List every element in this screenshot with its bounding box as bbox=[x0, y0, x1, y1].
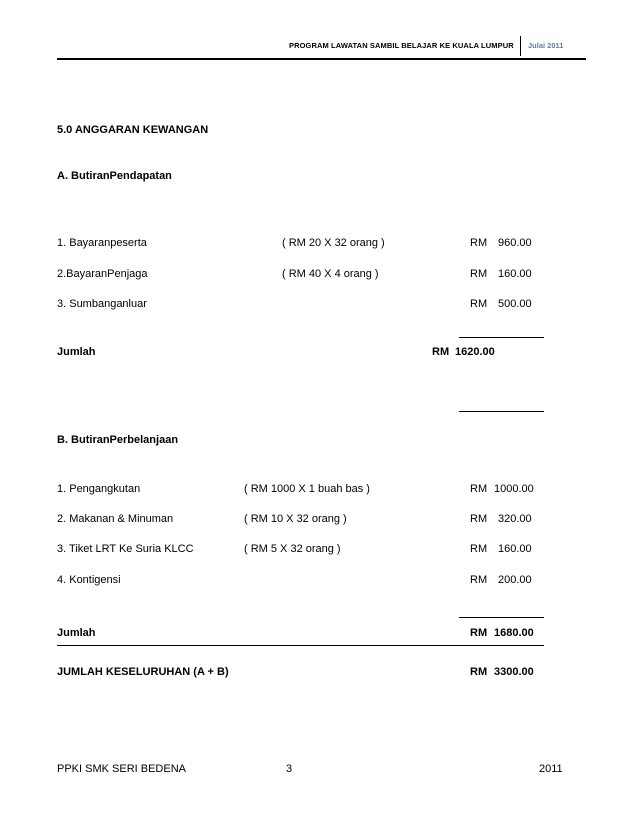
expense-item-currency: RM bbox=[470, 483, 488, 495]
income-subtotal-line bbox=[459, 337, 544, 338]
expense-item-label: 1. Pengangkutan bbox=[57, 483, 141, 495]
expense-item-currency: RM bbox=[470, 543, 488, 555]
income-total-label: Jumlah bbox=[57, 346, 96, 358]
expense-total-label: Jumlah bbox=[57, 627, 96, 639]
expense-item-label: 3. Tiket LRT Ke Suria KLCC bbox=[57, 543, 194, 555]
expense-total-amount: 1680.00 bbox=[494, 627, 534, 639]
section-title: 5.0 ANGGARAN KEWANGAN bbox=[57, 124, 209, 136]
header-separator bbox=[520, 36, 521, 56]
footer-page-number: 3 bbox=[286, 763, 293, 775]
income-item-amount: 160.00 bbox=[498, 268, 532, 280]
expense-item-amount: 200.00 bbox=[498, 574, 532, 586]
income-item-label: 1. Bayaranpeserta bbox=[57, 237, 147, 249]
grand-total-amount: 3300.00 bbox=[494, 666, 534, 678]
expense-item-currency: RM bbox=[470, 574, 488, 586]
expense-item-label: 2. Makanan & Minuman bbox=[57, 513, 174, 525]
expense-subtotal-line bbox=[459, 617, 544, 618]
expense-total-currency: RM bbox=[470, 627, 488, 639]
income-item-calc: ( RM 40 X 4 orang ) bbox=[282, 268, 379, 280]
footer-year: 2011 bbox=[539, 763, 563, 775]
grand-total-label: JUMLAH KESELURUHAN (A + B) bbox=[57, 666, 229, 678]
income-item-label: 2.BayaranPenjaga bbox=[57, 268, 148, 280]
expense-total-rule bbox=[57, 645, 544, 646]
expense-item-amount: 160.00 bbox=[498, 543, 532, 555]
expense-item-calc: ( RM 5 X 32 orang ) bbox=[244, 543, 341, 555]
header-rule bbox=[57, 58, 586, 60]
income-item-calc: ( RM 20 X 32 orang ) bbox=[282, 237, 385, 249]
expense-heading: B. ButiranPerbelanjaan bbox=[57, 434, 179, 446]
income-item-currency: RM bbox=[470, 268, 488, 280]
expense-item-amount: 1000.00 bbox=[494, 483, 534, 495]
expense-item-calc: ( RM 1000 X 1 buah bas ) bbox=[244, 483, 370, 495]
income-total-currency: RM bbox=[432, 346, 450, 358]
income-total-amount: 1620.00 bbox=[455, 346, 495, 358]
footer-school: PPKI SMK SERI BEDENA bbox=[57, 763, 186, 775]
income-item-amount: 960.00 bbox=[498, 237, 532, 249]
income-item-currency: RM bbox=[470, 237, 488, 249]
expense-item-calc: ( RM 10 X 32 orang ) bbox=[244, 513, 347, 525]
expense-item-currency: RM bbox=[470, 513, 488, 525]
grand-total-currency: RM bbox=[470, 666, 488, 678]
income-item-currency: RM bbox=[470, 298, 488, 310]
header-date: Julai 2011 bbox=[528, 41, 564, 50]
header-title: PROGRAM LAWATAN SAMBIL BELAJAR KE KUALA LUMPUR bbox=[289, 41, 514, 50]
income-item-label: 3. Sumbanganluar bbox=[57, 298, 147, 310]
expense-item-label: 4. Kontigensi bbox=[57, 574, 121, 586]
income-heading: A. ButiranPendapatan bbox=[57, 170, 172, 182]
expense-item-amount: 320.00 bbox=[498, 513, 532, 525]
income-item-amount: 500.00 bbox=[498, 298, 532, 310]
income-total-line bbox=[459, 411, 544, 412]
